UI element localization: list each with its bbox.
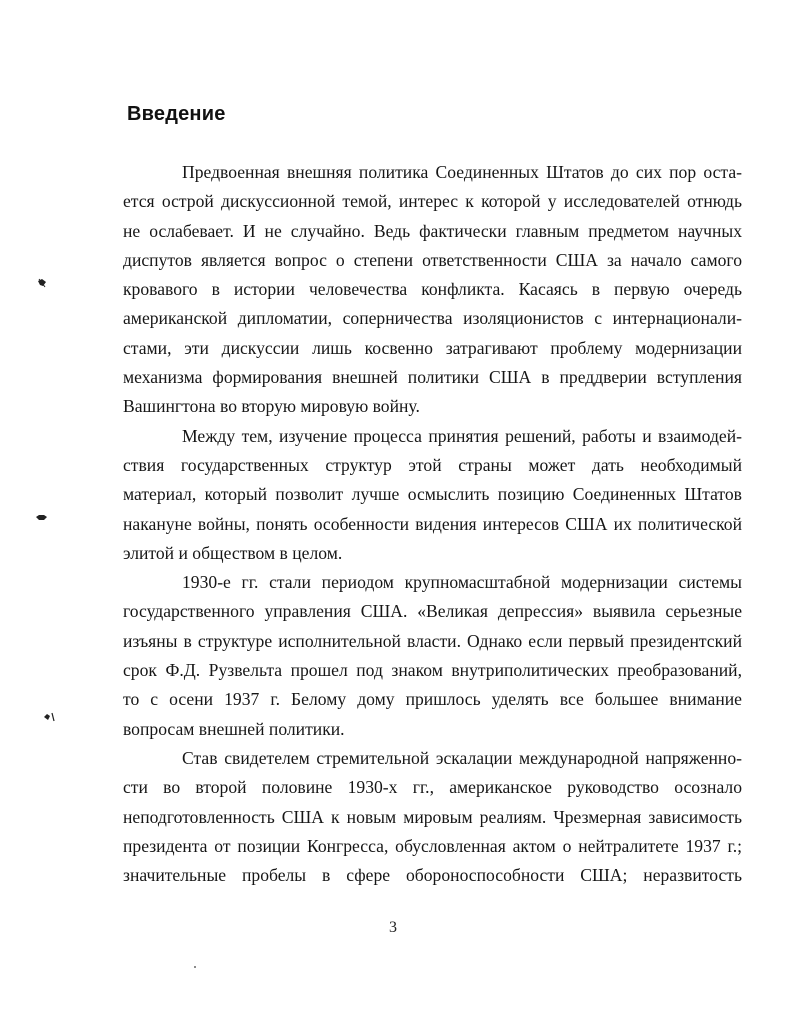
- text-line: накануне войны, понять особенности видения интересов США их политической: [123, 513, 742, 534]
- body-text: [123, 158, 742, 890]
- text-line: значительные пробелы в сфере обороноспособности США; неразвитость: [123, 865, 742, 886]
- text-line: сти во второй половине 1930-х гг., американское руководство осознало: [123, 777, 742, 798]
- text-line: Став свидетелем стремительной эскалации международной напряженно-: [182, 747, 742, 768]
- text-line: государственного управления США. «Великая депрессия» выявила серьезные: [123, 601, 742, 622]
- text-line: срок Ф.Д. Рузвельта прошел под знаком внутриполитических преобразований,: [123, 660, 742, 681]
- text-line: механизма формирования внешней политики США в преддверии вступления: [123, 367, 742, 388]
- text-line: элитой и обществом в целом.: [123, 542, 343, 563]
- text-line: неподготовленность США к новым мировым реалиям. Чрезмерная зависимость: [123, 806, 742, 827]
- text-line: не ослабевает. И не случайно. Ведь фактически главным предметом научных: [123, 220, 742, 241]
- scan-speck: [194, 966, 196, 968]
- text-line: ется острой дискуссионной темой, интерес к которой у исследователей отнюдь: [123, 191, 742, 212]
- scan-mark: [43, 712, 51, 718]
- text-line: вопросам внешней политики.: [123, 718, 345, 739]
- page-number: 3: [389, 919, 397, 936]
- text-line: материал, который позволит лучше осмыслить позицию Соединенных Штатов: [123, 484, 742, 505]
- text-line: ствия государственных структур этой страны может дать необходимый: [123, 454, 742, 475]
- text-line: 1930-е гг. стали периодом крупномасштабной модернизации системы: [182, 572, 742, 593]
- text-line: кровавого в истории человечества конфликта. Касаясь в первую очередь: [123, 279, 742, 300]
- text-line: стами, эти дискуссии лишь косвенно затрагивают проблему модернизации: [123, 337, 742, 358]
- text-line: американской дипломатии, соперничества изоляционистов с интернационали-: [123, 308, 742, 329]
- section-heading: Введение: [127, 103, 226, 125]
- text-line: Предвоенная внешняя политика Соединенных Штатов до сих пор оста-: [182, 162, 742, 182]
- text-line: диспутов является вопрос о степени ответственности США за начало самого: [123, 249, 742, 270]
- text-line: Между тем, изучение процесса принятия решений, работы и взаимодей-: [182, 425, 742, 446]
- text-line: Вашингтона во вторую мировую войну.: [123, 396, 420, 417]
- scan-mark: [36, 514, 44, 520]
- text-line: изъяны в структуре исполнительной власти. Однако если первый президентский: [123, 630, 742, 651]
- text-line: то с осени 1937 г. Белому дому пришлось уделять все большее внимание: [123, 689, 742, 710]
- text-line: президента от позиции Конгресса, обусловленная актом о нейтралитете 1937 г.;: [123, 835, 742, 856]
- scan-mark: [37, 278, 45, 284]
